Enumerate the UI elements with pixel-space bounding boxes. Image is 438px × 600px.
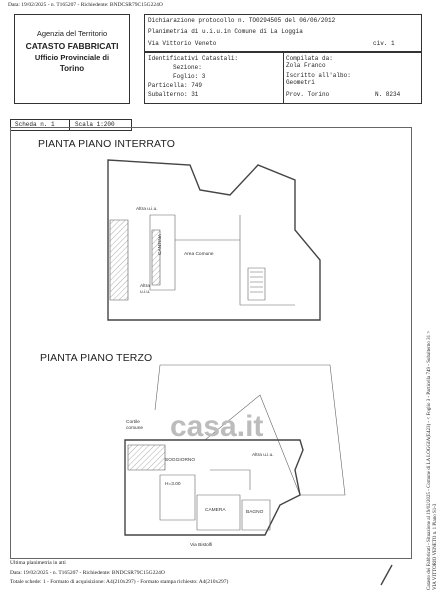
label-cantina: CANTINA: [158, 233, 163, 255]
label-altra-basement: Altra: [140, 284, 150, 289]
albo-label: Iscritto all'albo:: [286, 72, 351, 79]
albo-value: Geometri: [286, 79, 315, 86]
footer-format-line: Totale schede: 1 - Formato di acquisizione: A4(210x297) - Formato stampa richiesto: A4(210x297): [10, 579, 229, 585]
label-area-comune: Area Comune: [184, 252, 214, 257]
label-comune: comune: [126, 426, 144, 431]
scheda-number: Scheda n. 1: [15, 121, 55, 128]
particella: Particella: 749: [148, 82, 203, 89]
label-bagno: BAGNO: [246, 510, 264, 515]
scale-label: Scala 1:200: [75, 121, 115, 128]
label-cortile: Cortile: [126, 420, 140, 425]
prov-label: Prov. Torino: [286, 91, 330, 98]
plan-title-interrato: PIANTA PIANO INTERRATO: [38, 138, 175, 150]
compiler-name: Zola Franco: [286, 62, 326, 69]
footer-request-line: Data: 19/02/2025 - n. T165207 - Richiedente: BNDCSR79C15G224O: [10, 570, 165, 576]
label-uiu-basement: u.i.u.: [140, 290, 151, 295]
catasto-title: CATASTO FABBRICATI: [25, 41, 119, 51]
label-camera: CAMERA: [205, 508, 226, 513]
province-name: Torino: [59, 64, 85, 73]
label-height: H=3.00: [165, 482, 181, 487]
footer-last-planimetry: Ultima planimetria in atti: [10, 560, 66, 566]
planimetria-comune: Planimetria di u.i.u.in Comune di La Loggia: [148, 28, 303, 35]
label-street: Via Bistolfi: [190, 543, 213, 548]
basement-plan: [108, 160, 320, 320]
plan-title-terzo: PIANTA PIANO TERZO: [40, 352, 153, 364]
side-text-line1: Catasto dei Fabbricati - Situazione al 19/02/2025 - Comune di LA LOGGIA(E423) - < Foglio 3 - Particella 749 - Subalterno 31 >: [427, 330, 432, 590]
label-altra-uiu-basement: Altra u.i.u.: [136, 207, 158, 212]
declaration-protocol: Dichiarazione protocollo n. TO0294505 del 06/06/2012: [148, 17, 336, 24]
sezione: Sezione:: [173, 64, 202, 71]
label-altra-uiu-third: Altra u.i.u.: [252, 453, 274, 458]
third-floor-plan: [125, 365, 392, 585]
foglio: Foglio: 3: [173, 73, 206, 80]
ufficio-label: Ufficio Provinciale di: [34, 53, 110, 62]
watermark: casa.it: [170, 410, 264, 443]
civic-number: civ. 1: [373, 40, 395, 47]
identifiers-title: Identificativi Catastali:: [148, 55, 239, 62]
header-request-line: Data: 19/02/2025 - n. T165207 - Richiedente: BNDCSR79C15G224O: [8, 2, 163, 8]
side-text-line2: VIA VITTORIO VENETO n. 1 Piano S1-3: [433, 503, 438, 590]
compiled-title: Compilata da:: [286, 55, 333, 62]
label-soggiorno: SOGGIORNO: [165, 458, 196, 463]
albo-number: N. 8234: [375, 91, 401, 98]
agency-name: Agenzia del Territorio: [36, 29, 108, 38]
subalterno: Subalterno: 31: [148, 91, 199, 98]
address: Via Vittorio Veneto: [148, 40, 217, 47]
